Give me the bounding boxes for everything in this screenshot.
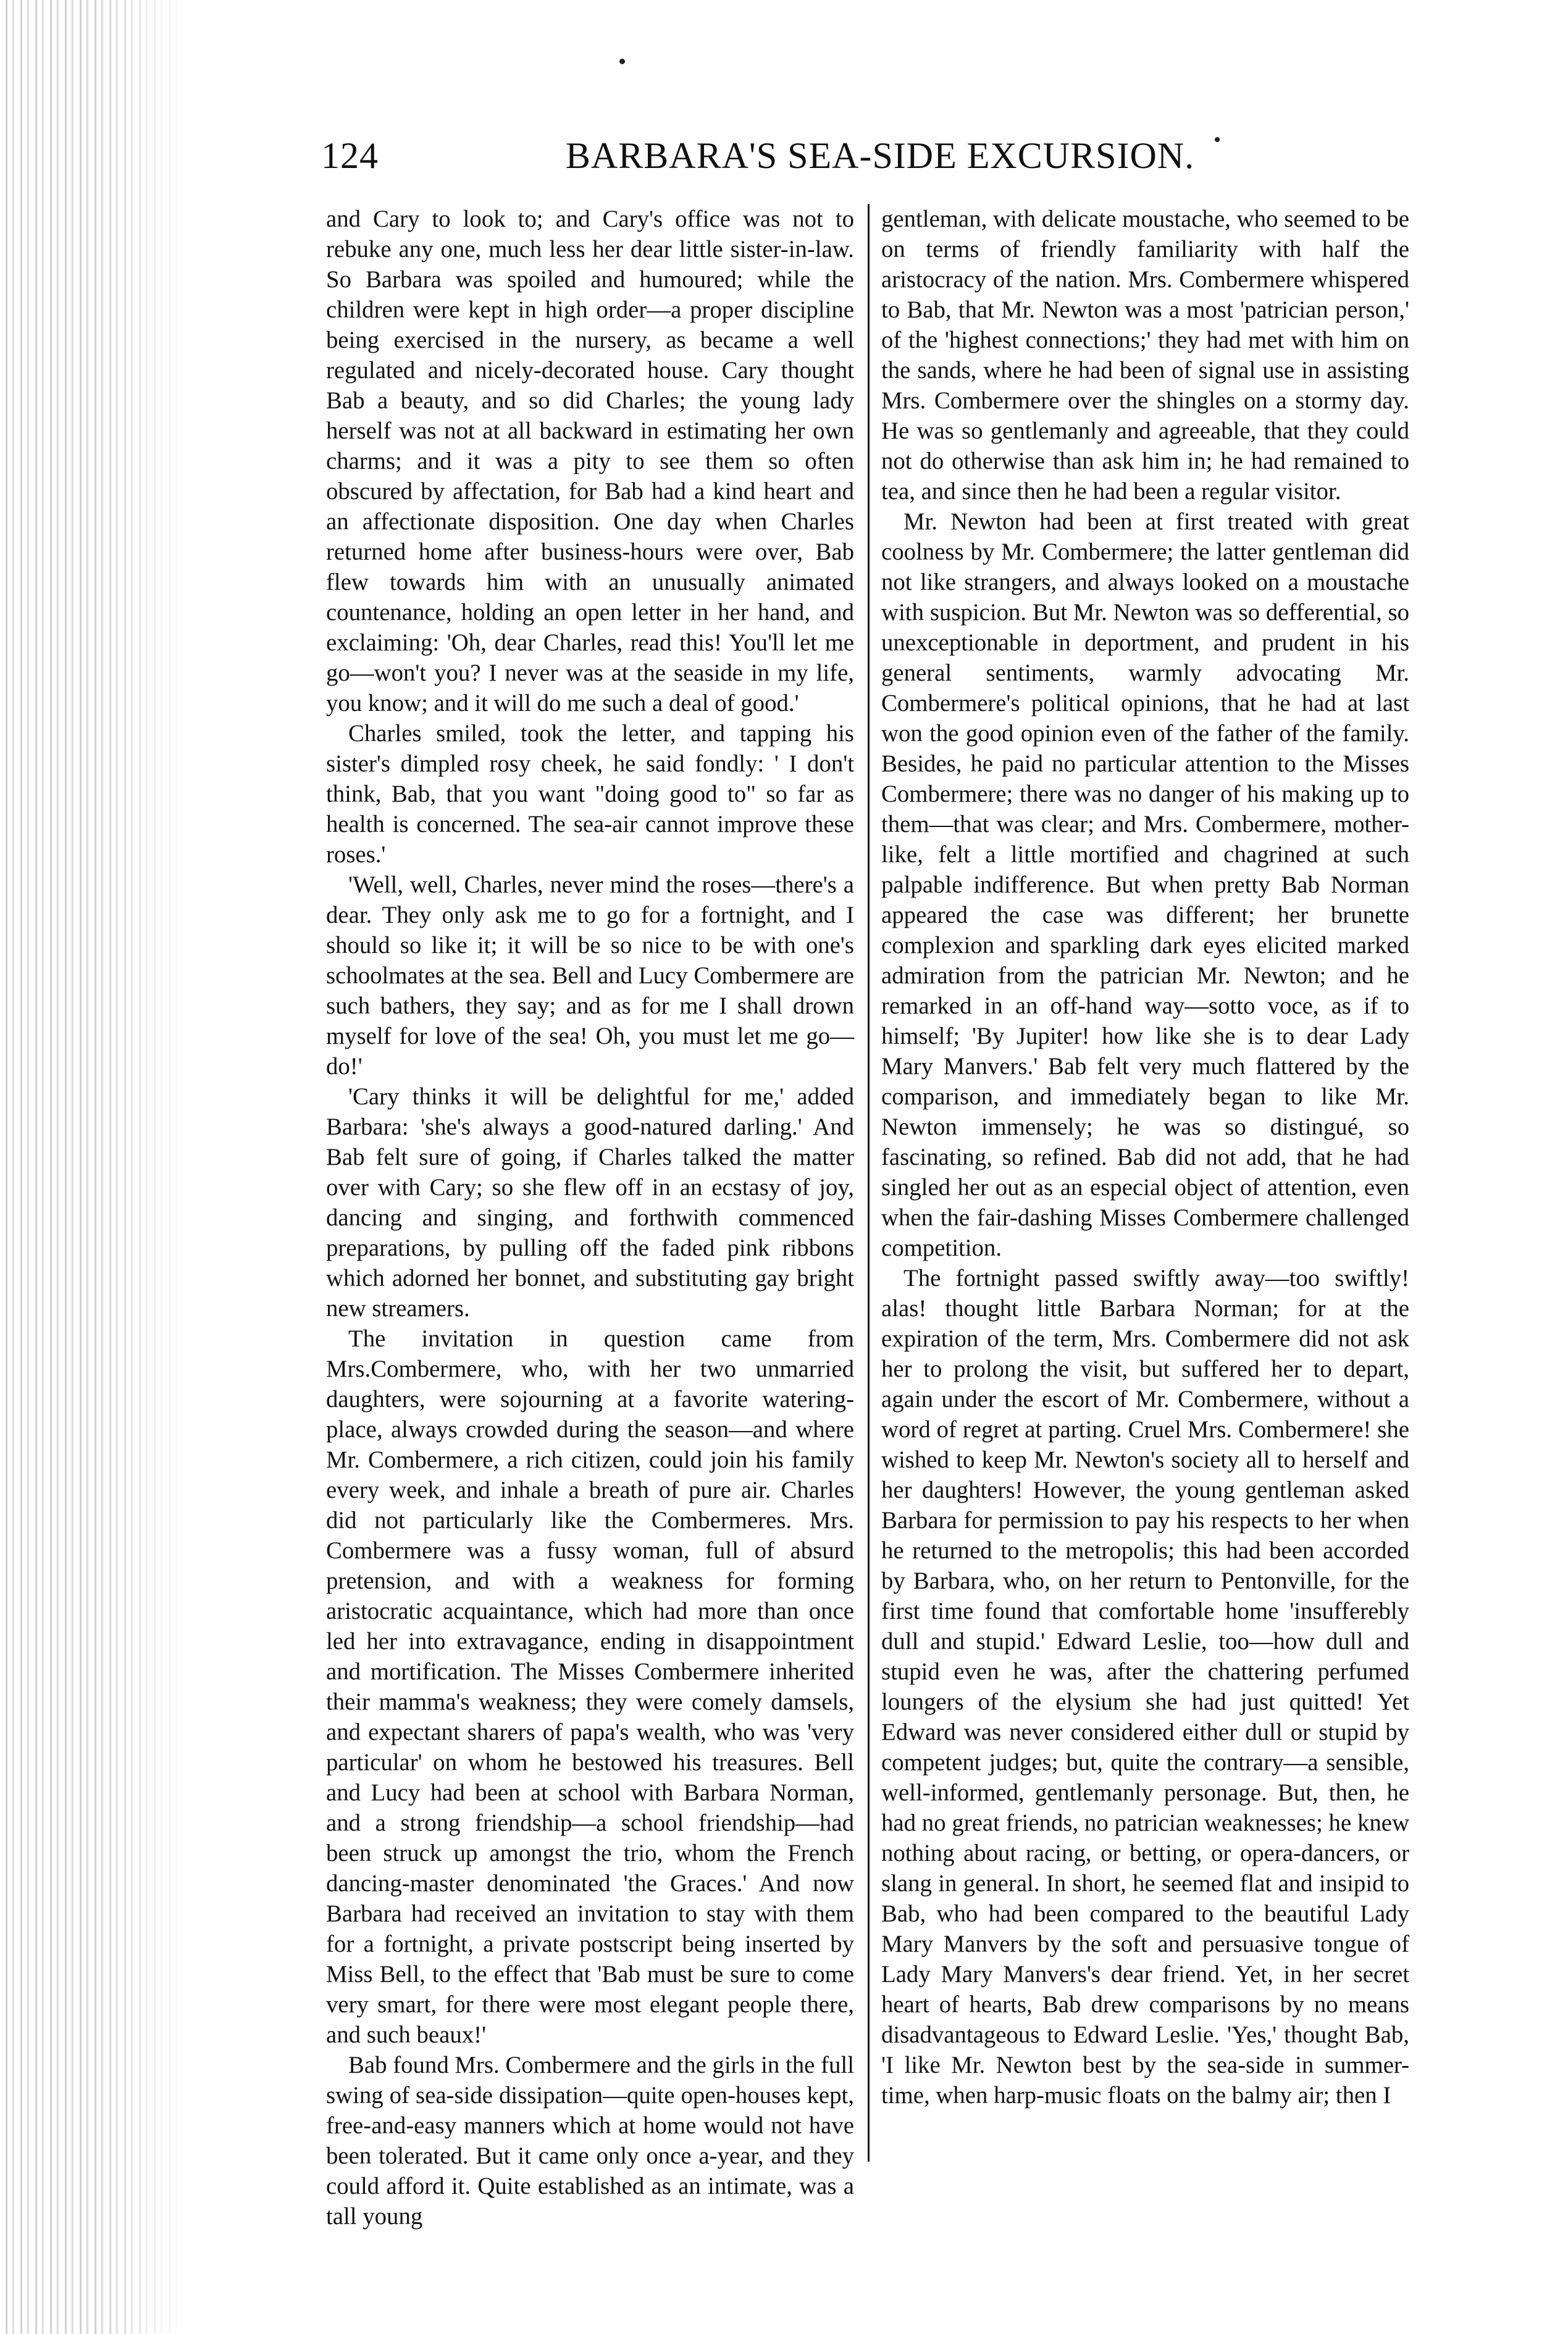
page-number: 124 bbox=[321, 135, 379, 176]
column-divider bbox=[868, 204, 870, 2162]
paragraph: gentleman, with delicate moustache, who seemed to be on terms of friendly familiarity with half the aristocracy of the nation. Mrs. Combermere whispered to Bab, that Mr. Newton was a most 'patrician person,' of the 'highest connections;' they had met with him on the sands, where he had been of signal use in assisting Mrs. Combermere over the shingles on a stormy day. He was so gentlemanly and agreeable, that they could not do otherwise than ask him in; he had remained to tea, and since then he had been a regular visitor. bbox=[881, 206, 1409, 505]
paragraph: 'Well, well, Charles, never mind the roses—there's a dear. They only ask me to go for a fortnight, and I should so like it; it will be so nice to be with one's schoolmates at the sea. Bell and Lucy Combermere are such bathers, they say; and as for me I shall drown myself for love of the sea! Oh, you must let me go—do!' bbox=[326, 871, 854, 1080]
left-column bbox=[326, 204, 854, 2231]
paragraph: Charles smiled, took the letter, and tapping his sister's dimpled rosy cheek, he said fondly: ' I don't think, Bab, that you want "doing good to" so far as health is concerned. The sea-air cannot improve these roses.' bbox=[326, 720, 854, 868]
paragraph: Bab found Mrs. Combermere and the girls in the full swing of sea-side dissipation—quite open-houses kept, free-and-easy manners which at home would not have been tolerated. But it came only once a-year, and they could afford it. Quite established as an intimate, was a tall young bbox=[326, 2052, 854, 2230]
paragraph: and Cary to look to; and Cary's office was not to rebuke any one, much less her dear little sister-in-law. So Barbara was spoiled and humoured; while the children were kept in high order—a proper discipline being exercised in the nursery, as became a well regulated and nicely-decorated house. Cary thought Bab a beauty, and so did Charles; the young lady herself was not at all backward in estimating her own charms; and it was a pity to see them so often obscured by affectation, for Bab had a kind heart and an affectionate disposition. One day when Charles returned home after business-hours were over, Bab flew towards him with an unusually animated countenance, holding an open letter in her hand, and exclaiming: 'Oh, dear Charles, read this! You'll let me go—won't you? I never was at the seaside in my life, you know; and it will do me such a deal of good.' bbox=[326, 206, 854, 716]
right-column bbox=[881, 204, 1409, 2110]
paragraph: Mr. Newton had been at first treated with great coolness by Mr. Combermere; the latter gentleman did not like strangers, and always looked on a moustache with suspicion. But Mr. Newton was so defferential, so unexceptionable in deportment, and prudent in his general sentiments, warmly advocating Mr. Combermere's political opinions, that he had at last won the good opinion even of the father of the family. Besides, he paid no particular attention to the Misses Combermere; there was no danger of his making up to them—that was clear; and Mrs. Combermere, mother-like, felt a little mortified and chagrined at such palpable indifference. But when pretty Bab Norman appeared the case was different; her brunette complexion and sparkling dark eyes elicited marked admiration from the patrician Mr. Newton; and he remarked in an off-hand way—sotto voce, as if to himself; 'By Jupiter! how like she is to dear Lady Mary Manvers.' Bab felt very much flattered by the comparison, and immediately began to like Mr. Newton immensely; he was so distingué, so fascinating, so refined. Bab did not add, that he had singled her out as an especial object of attention, even when the fair-dashing Misses Combermere challenged competition. bbox=[881, 508, 1409, 1261]
book-binding-edge bbox=[0, 0, 185, 2334]
speck-mark bbox=[619, 59, 625, 64]
paragraph: 'Cary thinks it will be delightful for me,' added Barbara: 'she's always a good-natured darling.' And Bab felt sure of going, if Charles talked the matter over with Cary; so she flew off in an ecstasy of joy, dancing and singing, and forthwith commenced preparations, by pulling off the faded pink ribbons which adorned her bonnet, and substituting gay bright new streamers. bbox=[326, 1083, 854, 1322]
page-header bbox=[321, 135, 1439, 178]
paragraph: The invitation in question came from Mrs.Combermere, who, with her two unmarried daughters, were sojourning at a favorite watering-place, always crowded during the season—and where Mr. Combermere, a rich citizen, could join his family every week, and inhale a breath of pure air. Charles did not particularly like the Combermeres. Mrs. Combermere was a fussy woman, full of absurd pretension, and with a weakness for forming aristocratic acquaintance, which had more than once led her into extravagance, ending in disappointment and mortification. The Misses Combermere inherited their mamma's weakness; they were comely damsels, and expectant sharers of papa's wealth, who was 'very particular' on whom he bestowed his treasures. Bell and Lucy had been at school with Barbara Norman, and a strong friendship—a school friendship—had been struck up amongst the trio, whom the French dancing-master denominated 'the Graces.' And now Barbara had received an invitation to stay with them for a fortnight, a private postscript being inserted by Miss Bell, to the effect that 'Bab must be sure to come very smart, for there were most elegant people there, and such beaux!' bbox=[326, 1325, 854, 2048]
paragraph: The fortnight passed swiftly away—too swiftly! alas! thought little Barbara Norman; for at the expiration of the term, Mrs. Combermere did not ask her to prolong the visit, but suffered her to depart, again under the escort of Mr. Combermere, without a word of regret at parting. Cruel Mrs. Combermere! she wished to keep Mr. Newton's society all to herself and her daughters! However, the young gentleman asked Barbara for permission to pay his respects to her when he returned to the metropolis; this had been accorded by Barbara, who, on her return to Pentonville, for the first time found that comfortable home 'insufferebly dull and stupid.' Edward Leslie, too—how dull and stupid even he was, after the chattering perfumed loungers of the elysium she had just quitted! Yet Edward was never considered either dull or stupid by competent judges; but, quite the contrary—a sensible, well-informed, gentlemanly personage. But, then, he had no great friends, no patrician weaknesses; he knew nothing about racing, or betting, or opera-dancers, or slang in general. In short, he seemed flat and insipid to Bab, who had been compared to the beautiful Lady Mary Manvers by the soft and persuasive tongue of Lady Mary Manvers's dear friend. Yet, in her secret heart of hearts, Bab drew comparisons by no means disadvantageous to Edward Leslie. 'Yes,' thought Bab, 'I like Mr. Newton best by the sea-side in summer-time, when harp-music floats on the balmy air; then I bbox=[881, 1265, 1409, 2109]
running-title: BARBARA'S SEA-SIDE EXCURSION. bbox=[565, 135, 1195, 176]
